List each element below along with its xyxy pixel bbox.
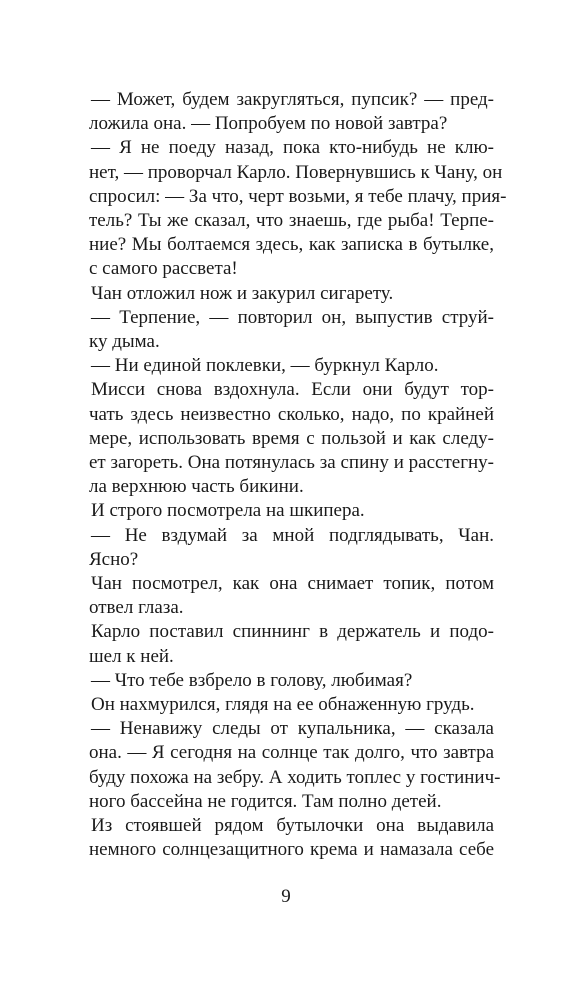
text-line: — Ненавижу следы от купальника, — сказала bbox=[91, 718, 494, 740]
text-line: ет загореть. Она потянулась за спину и расстегну- bbox=[89, 452, 494, 474]
text-line: ного бассейна не годится. Там полно детей. bbox=[89, 790, 442, 812]
text-line: Чан отложил нож и закурил сигарету. bbox=[91, 282, 394, 304]
text-line: Ясно? bbox=[89, 548, 139, 570]
text-line: тель? Ты же сказал, что знаешь, где рыба! Терпе- bbox=[89, 210, 494, 232]
text-line: немного солнцезащитного крема и намазала себе bbox=[89, 839, 494, 861]
text-line: с самого рассвета! bbox=[89, 258, 238, 280]
text-line: — Что тебе взбрело в голову, любимая? bbox=[91, 669, 413, 691]
page-body bbox=[89, 88, 507, 863]
text-line: мере, использовать время с пользой и как следу- bbox=[89, 427, 494, 449]
text-line: отвел глаза. bbox=[89, 597, 184, 619]
text-line: — Не вздумай за мной подглядывать, Чан. bbox=[91, 524, 494, 546]
text-line: — Я не поеду назад, пока кто-нибудь не клю- bbox=[91, 137, 494, 159]
text-line: Карло поставил спиннинг в держатель и подо- bbox=[91, 621, 494, 643]
text-line: — Может, будем закругляться, пупсик? — пред- bbox=[91, 89, 494, 110]
text-line: спросил: — За что, черт возьми, я тебе плачу, прия- bbox=[89, 185, 507, 207]
text-line: ла верхнюю часть бикини. bbox=[89, 476, 304, 498]
text-line: нет, — проворчал Карло. Повернувшись к Чану, он bbox=[89, 161, 503, 183]
text-line: — Ни единой поклевки, — буркнул Карло. bbox=[91, 355, 439, 377]
text-line: Чан посмотрел, как она снимает топик, потом bbox=[91, 573, 494, 595]
text-line: ложила она. — Попробуем по новой завтра? bbox=[89, 113, 448, 135]
text-line: ку дыма. bbox=[89, 331, 160, 353]
page-number: 9 bbox=[281, 886, 291, 907]
text-line: Из стоявшей рядом бутылочки она выдавила bbox=[91, 815, 494, 837]
text-line: шел к ней. bbox=[89, 645, 174, 667]
text-line: — Терпение, — повторил он, выпустив струй- bbox=[91, 306, 494, 328]
text-line: она. — Я сегодня на солнце так долго, что завтра bbox=[89, 742, 494, 764]
text-line: чать здесь неизвестно сколько, надо, по крайней bbox=[89, 403, 494, 425]
text-line: Он нахмурился, глядя на ее обнаженную грудь. bbox=[91, 694, 475, 716]
text-line: И строго посмотрела на шкипера. bbox=[91, 500, 365, 522]
text-line: буду похожа на зебру. А ходить топлес у гостинич- bbox=[89, 766, 501, 788]
text-line: ние? Мы болтаемся здесь, как записка в бутылке, bbox=[89, 234, 494, 256]
text-line: Мисси снова вздохнула. Если они будут тор- bbox=[91, 379, 494, 401]
